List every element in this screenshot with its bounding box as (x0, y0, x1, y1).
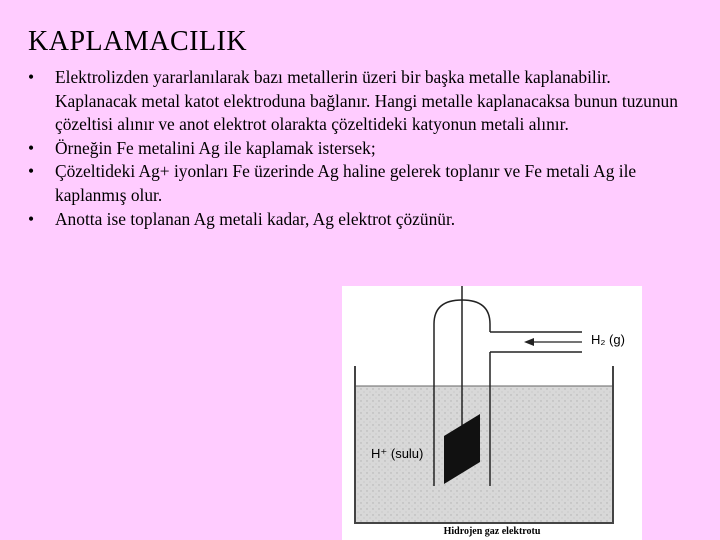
arrow-head-icon (524, 338, 534, 346)
bullet-list (28, 66, 688, 231)
ion-label: H⁺ (sulu) (371, 446, 424, 461)
slide-title: KAPLAMACILIK (28, 26, 248, 57)
bullet-text: Anotta ise toplanan Ag metali kadar, Ag elektrot çözünür. (55, 208, 456, 229)
bullet-marker: • (28, 137, 35, 158)
electrode-diagram (342, 286, 642, 540)
bullet-text: Örneğin Fe metalini Ag ile kaplamak istersek; (55, 137, 376, 158)
gas-label: H₂ (g) (591, 332, 625, 347)
bullet-item (28, 66, 688, 137)
bullet-marker: • (28, 67, 35, 87)
bullet-item (28, 137, 688, 161)
figure-caption: Hidrojen gaz elektrotu (443, 526, 541, 537)
bullet-text: Elektrolizden yararlanılarak bazı metallerin üzeri bir başka metalle kaplanabilir. Kaplanacak metal katot elektroduna bağlanır. Hangi metalle kaplanacaksa bunun tuzunun çözeltisi alınır ve anot elektrot olarakta çözeltideki katyonun metali alınır. (55, 67, 678, 135)
bullet-marker: • (28, 161, 35, 182)
bullet-item (28, 208, 688, 232)
bullet-marker: • (28, 208, 35, 229)
bullet-text: Çözeltideki Ag+ iyonları Fe üzerinde Ag haline gelerek toplanır ve Fe metali Ag ile kaplanmış olur. (55, 161, 637, 205)
hydrogen-electrode-figure (342, 286, 642, 540)
bullet-item (28, 160, 688, 207)
